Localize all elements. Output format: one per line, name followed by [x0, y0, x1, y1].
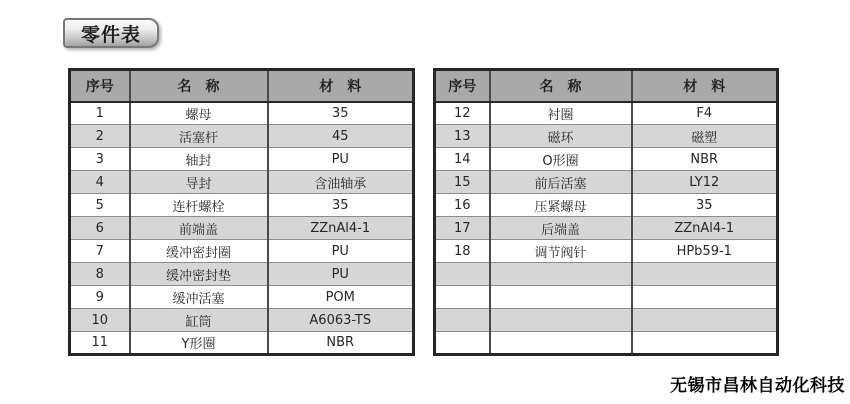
- table-row: [435, 171, 778, 194]
- cell-name: 缓冲活塞: [130, 286, 268, 309]
- cell-name: 缸筒: [130, 309, 268, 332]
- table-row: [435, 125, 778, 148]
- cell-index: 4: [70, 171, 130, 194]
- column-header-index: 序号: [70, 70, 130, 102]
- cell-name: 活塞杆: [130, 125, 268, 148]
- table-row: [435, 309, 778, 332]
- cell-name: 轴封: [130, 148, 268, 171]
- cell-material: HPb59-1: [632, 240, 778, 263]
- table-row: [435, 102, 778, 125]
- cell-name: [490, 332, 632, 355]
- cell-index: 14: [435, 148, 490, 171]
- cell-index: 10: [70, 309, 130, 332]
- cell-index: [435, 309, 490, 332]
- cell-material: [632, 286, 778, 309]
- cell-name: 前后活塞: [490, 171, 632, 194]
- column-header-material: 材 料: [268, 70, 414, 102]
- company-name-footer: 无锡市昌林自动化科技: [670, 376, 845, 396]
- cell-index: 7: [70, 240, 130, 263]
- cell-index: 13: [435, 125, 490, 148]
- table-row: [435, 286, 778, 309]
- cell-index: 6: [70, 217, 130, 240]
- cell-name: 缓冲密封垫: [130, 263, 268, 286]
- cell-material: LY12: [632, 171, 778, 194]
- cell-material: PU: [268, 148, 414, 171]
- cell-name: [490, 286, 632, 309]
- cell-name: 后端盖: [490, 217, 632, 240]
- cell-material: [632, 309, 778, 332]
- cell-name: 压紧螺母: [490, 194, 632, 217]
- table-row: [70, 240, 414, 263]
- cell-index: [435, 286, 490, 309]
- parts-table-right: [433, 68, 779, 356]
- cell-index: 3: [70, 148, 130, 171]
- parts-table-left: [68, 68, 415, 356]
- cell-name: 螺母: [130, 102, 268, 125]
- table-row: [70, 102, 414, 125]
- cell-material: 磁塑: [632, 125, 778, 148]
- table-row: [70, 309, 414, 332]
- cell-index: 16: [435, 194, 490, 217]
- cell-material: F4: [632, 102, 778, 125]
- table-row: [435, 217, 778, 240]
- cell-name: O形圈: [490, 148, 632, 171]
- table-row: [70, 125, 414, 148]
- column-header-name: 名 称: [130, 70, 268, 102]
- table-row: [70, 217, 414, 240]
- cell-name: 连杆螺栓: [130, 194, 268, 217]
- table-row: [70, 194, 414, 217]
- cell-index: 8: [70, 263, 130, 286]
- cell-material: 35: [268, 194, 414, 217]
- cell-index: 12: [435, 102, 490, 125]
- cell-index: 1: [70, 102, 130, 125]
- cell-index: [435, 263, 490, 286]
- cell-material: ZZnAl4-1: [632, 217, 778, 240]
- cell-name: [490, 309, 632, 332]
- table-row: [435, 194, 778, 217]
- column-header-name: 名 称: [490, 70, 632, 102]
- table-row: [70, 171, 414, 194]
- cell-name: 缓冲密封圈: [130, 240, 268, 263]
- cell-material: [632, 263, 778, 286]
- cell-material: 含油轴承: [268, 171, 414, 194]
- cell-material: 45: [268, 125, 414, 148]
- cell-material: 35: [632, 194, 778, 217]
- cell-index: 11: [70, 332, 130, 355]
- cell-material: PU: [268, 263, 414, 286]
- column-header-material: 材 料: [632, 70, 778, 102]
- cell-index: 2: [70, 125, 130, 148]
- table-row: [70, 332, 414, 355]
- table-row: [435, 240, 778, 263]
- table-header-row: [435, 70, 778, 102]
- cell-name: 磁环: [490, 125, 632, 148]
- table-header-row: [70, 70, 414, 102]
- cell-index: 17: [435, 217, 490, 240]
- table-row: [435, 263, 778, 286]
- cell-material: PU: [268, 240, 414, 263]
- cell-material: NBR: [268, 332, 414, 355]
- cell-index: 15: [435, 171, 490, 194]
- table-row: [70, 263, 414, 286]
- cell-index: 18: [435, 240, 490, 263]
- cell-name: 导封: [130, 171, 268, 194]
- cell-index: 9: [70, 286, 130, 309]
- cell-index: [435, 332, 490, 355]
- cell-name: Y形圈: [130, 332, 268, 355]
- cell-material: [632, 332, 778, 355]
- cell-name: 前端盖: [130, 217, 268, 240]
- table-row: [70, 286, 414, 309]
- table-row: [435, 148, 778, 171]
- cell-material: POM: [268, 286, 414, 309]
- column-header-index: 序号: [435, 70, 490, 102]
- table-row: [70, 148, 414, 171]
- cell-name: [490, 263, 632, 286]
- cell-material: 35: [268, 102, 414, 125]
- parts-list-title-badge: 零件表: [63, 18, 159, 48]
- table-row: [435, 332, 778, 355]
- cell-name: 衬圈: [490, 102, 632, 125]
- cell-index: 5: [70, 194, 130, 217]
- cell-material: A6063-TS: [268, 309, 414, 332]
- cell-material: ZZnAl4-1: [268, 217, 414, 240]
- cell-name: 调节阀针: [490, 240, 632, 263]
- cell-material: NBR: [632, 148, 778, 171]
